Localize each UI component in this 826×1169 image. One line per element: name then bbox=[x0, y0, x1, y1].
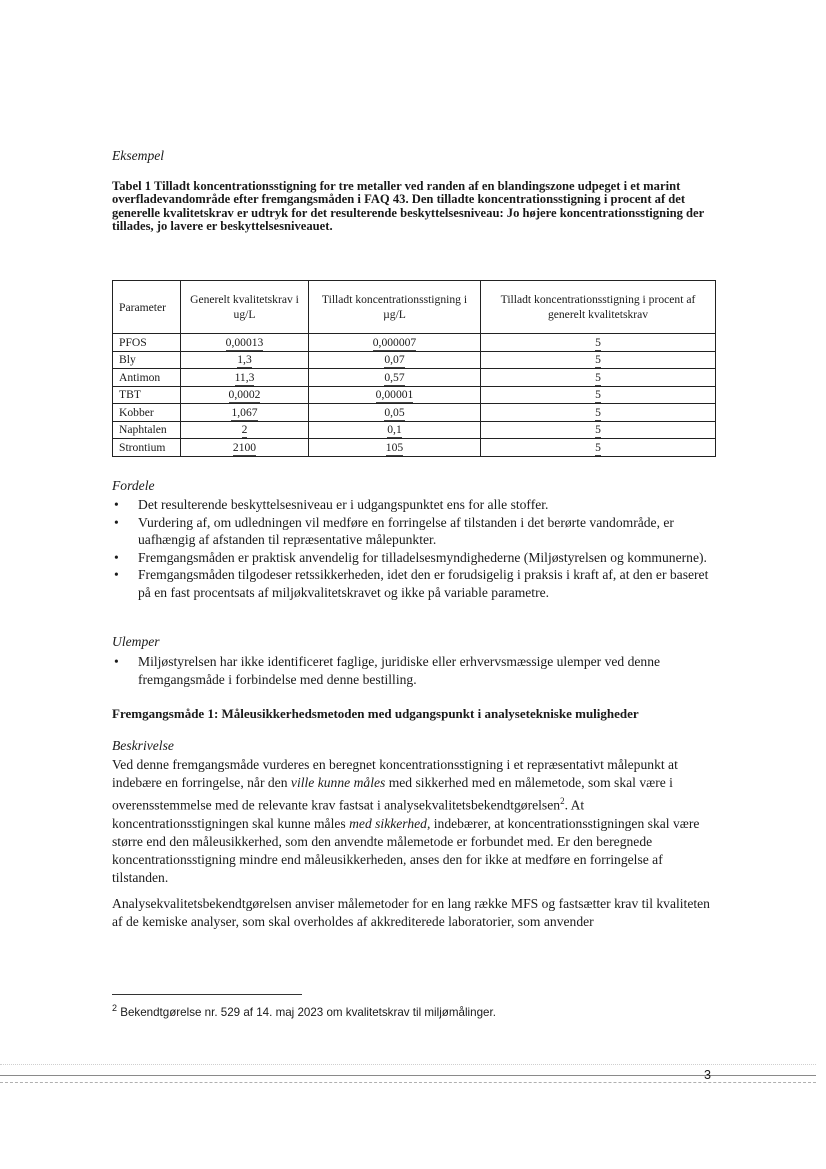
bullet-icon: • bbox=[114, 567, 119, 582]
table-row bbox=[113, 351, 716, 369]
footnote bbox=[112, 1003, 496, 1019]
cell-text: Strontium bbox=[119, 440, 166, 454]
list-item bbox=[112, 566, 716, 601]
table-cell-value bbox=[481, 386, 716, 404]
cell-text: PFOS bbox=[119, 335, 147, 349]
table-cell-value bbox=[309, 351, 481, 369]
text-run: , indebærer, at koncentrationsstigningen skal være større end den måleusikkerhed, som den anvendte målemetode er forbundet med. Er den beregnede koncentrationsstigning mindre end måleusikkerheden, anses den for ikke at medføre en forringelse af tilstanden. bbox=[112, 815, 700, 885]
table-cell-value bbox=[181, 404, 309, 422]
table-cell-value bbox=[181, 369, 309, 387]
col-header-parameter: Parameter bbox=[113, 281, 181, 334]
table-header-row bbox=[113, 281, 716, 334]
table-row bbox=[113, 421, 716, 439]
table-cell-value bbox=[481, 421, 716, 439]
table-cell-parameter bbox=[113, 334, 181, 352]
cell-text: TBT bbox=[119, 388, 141, 401]
cell-text: 0,000007 bbox=[372, 335, 417, 349]
table-cell-value bbox=[309, 404, 481, 422]
table-cell-value bbox=[481, 369, 716, 387]
list-item bbox=[112, 514, 716, 549]
footer-divider bbox=[0, 1075, 816, 1076]
col-header-allowed-percent: Tilladt koncentrationsstigning i procent af generelt kvalitetskrav bbox=[481, 281, 716, 334]
data-table bbox=[112, 280, 716, 457]
table-cell-value bbox=[309, 421, 481, 439]
cell-text: 0,00001 bbox=[375, 388, 414, 401]
table-cell-value bbox=[181, 386, 309, 404]
table-cell-parameter bbox=[113, 351, 181, 369]
text-run: med sikkerhed med en målemetode, som skal være i overensstemmelse med de relevante krav fastsat i analysekvalitetsbekendtgørelsen bbox=[112, 775, 673, 813]
table-cell-value bbox=[481, 351, 716, 369]
table-row bbox=[113, 386, 716, 404]
cell-text: 5 bbox=[595, 405, 601, 419]
disadvantages-heading: Ulemper bbox=[112, 634, 160, 649]
section-heading: Fremgangsmåde 1: Måleusikkerhedsmetoden med udgangspunkt i analysetekniske muligheder bbox=[112, 706, 639, 721]
table-cell-parameter bbox=[113, 404, 181, 422]
table-cell-value bbox=[181, 439, 309, 457]
advantages-heading: Fordele bbox=[112, 478, 155, 493]
cell-text: 2100 bbox=[232, 440, 257, 454]
table-cell-parameter bbox=[113, 421, 181, 439]
description-paragraph-2: Analysekvalitetsbekendtgørelsen anviser målemetoder for en lang række MFS og fastsætter krav til kvaliteten af de kemiske analyser, som skal overholdes af akkrediterede laboratorier, som anvender bbox=[112, 896, 710, 929]
table-cell-parameter bbox=[113, 439, 181, 457]
list-item-text: Miljøstyrelsen har ikke identificeret faglige, juridiske eller erhvervsmæssige ulemper ved denne fremgangsmåde i forbindelse med denne bestilling. bbox=[138, 654, 661, 687]
list-item-text: Vurdering af, om udledningen vil medføre en forringelse af tilstanden i det berørte vandområde, er uafhængig af afstanden til repræsentative målepunkter. bbox=[138, 514, 674, 547]
cell-text: 0,0002 bbox=[228, 388, 261, 401]
table-cell-value bbox=[309, 439, 481, 457]
list-item-text: Fremgangsmåden er praktisk anvendelig for tilladelsesmyndighederne (Miljøstyrelsen og kommunerne). bbox=[138, 549, 707, 565]
cell-text: 1,3 bbox=[237, 353, 252, 366]
table-cell-value bbox=[309, 334, 481, 352]
list-item bbox=[112, 549, 716, 567]
table-row bbox=[113, 439, 716, 457]
table-caption: Tabel 1 Tilladt koncentrationsstigning for tre metaller ved randen af en blandingszone udpeget i et marint overfladevandområde efter fremgangsmåden i FAQ 43. Den tilladte koncentrationsstigning i procent af det generelle kvalitetskrav er udtryk for det resulterende beskyttelsesniveau: Jo højere koncentrationsstigning der tillades, jo lavere er beskyttelsesniveauet. bbox=[112, 179, 704, 234]
cell-text: 2 bbox=[241, 423, 248, 436]
cell-text: 105 bbox=[385, 440, 404, 454]
table-row bbox=[113, 334, 716, 352]
cell-text: 11,3 bbox=[234, 370, 255, 384]
footer-divider-top bbox=[0, 1064, 816, 1065]
cell-text: 5 bbox=[595, 440, 601, 454]
table-cell-value bbox=[181, 334, 309, 352]
cell-text: Antimon bbox=[119, 370, 161, 384]
bullet-icon: • bbox=[114, 654, 119, 669]
list-item-text: Fremgangsmåden tilgodeser retssikkerheden, idet den er forudsigelig i praksis i kraft af, at den er baseret på en fast procentsats af miljøkvalitetskravet og ikke på variable parametre. bbox=[138, 567, 709, 600]
table-cell-value bbox=[181, 351, 309, 369]
table-row bbox=[113, 369, 716, 387]
text-run: . At koncentrationsstigningen skal kunne måles bbox=[112, 797, 585, 831]
footnote-number: 2 bbox=[112, 1003, 118, 1013]
cell-text: 5 bbox=[595, 388, 601, 401]
cell-text: 5 bbox=[595, 353, 601, 366]
description-paragraph-1 bbox=[112, 756, 722, 887]
bullet-icon: • bbox=[114, 497, 119, 512]
cell-text: 5 bbox=[595, 370, 601, 384]
cell-text: Bly bbox=[119, 353, 136, 366]
cell-text: 0,05 bbox=[384, 405, 405, 419]
table-row bbox=[113, 404, 716, 422]
footer-divider-bottom bbox=[0, 1082, 816, 1083]
table-cell-value bbox=[481, 439, 716, 457]
list-item-text: Det resulterende beskyttelsesniveau er i udgangspunktet ens for alle stoffer. bbox=[138, 497, 549, 512]
cell-text: 5 bbox=[595, 335, 601, 349]
cell-text: 0,00013 bbox=[225, 335, 264, 349]
footnote-text: Bekendtgørelse nr. 529 af 14. maj 2023 om kvalitetskrav til miljømålinger. bbox=[117, 1005, 496, 1019]
table-cell-value bbox=[481, 334, 716, 352]
col-header-general-quality: Generelt kvalitetskrav i ug/L bbox=[181, 281, 309, 334]
bullet-icon: • bbox=[114, 514, 119, 530]
table-cell-value bbox=[181, 421, 309, 439]
table-cell-value bbox=[309, 386, 481, 404]
cell-text: 1,067 bbox=[231, 405, 258, 419]
footnote-divider bbox=[112, 994, 302, 995]
cell-text: Kobber bbox=[119, 405, 154, 419]
col-header-allowed-increase: Tilladt koncentrationsstigning i µg/L bbox=[309, 281, 481, 334]
emphasis-text: med sikkerhed bbox=[349, 815, 427, 831]
cell-text: 0,57 bbox=[384, 370, 405, 384]
text-run: Ved denne fremgangsmåde vurderes en beregnet koncentrationsstigning i et repræsentativt målepunkt at indebære en forringelse, når den bbox=[112, 757, 678, 790]
cell-text: 0,1 bbox=[387, 423, 402, 436]
table-cell-parameter bbox=[113, 386, 181, 404]
emphasis-text: ville kunne måles bbox=[290, 775, 386, 790]
table-cell-value bbox=[481, 404, 716, 422]
cell-text: 5 bbox=[595, 423, 601, 436]
footnote-ref: 2 bbox=[560, 796, 565, 806]
table-cell-parameter bbox=[113, 369, 181, 387]
list-item bbox=[112, 653, 716, 688]
page-number: 3 bbox=[704, 1068, 712, 1082]
cell-text: Naphtalen bbox=[119, 423, 167, 436]
list-item bbox=[112, 496, 716, 514]
disadvantages-list bbox=[112, 653, 716, 688]
table-cell-value bbox=[309, 369, 481, 387]
bullet-icon: • bbox=[114, 549, 119, 565]
advantages-list bbox=[112, 496, 716, 601]
cell-text: 0,07 bbox=[384, 353, 405, 366]
description-heading: Beskrivelse bbox=[112, 738, 174, 753]
example-heading: Eksempel bbox=[112, 148, 165, 163]
